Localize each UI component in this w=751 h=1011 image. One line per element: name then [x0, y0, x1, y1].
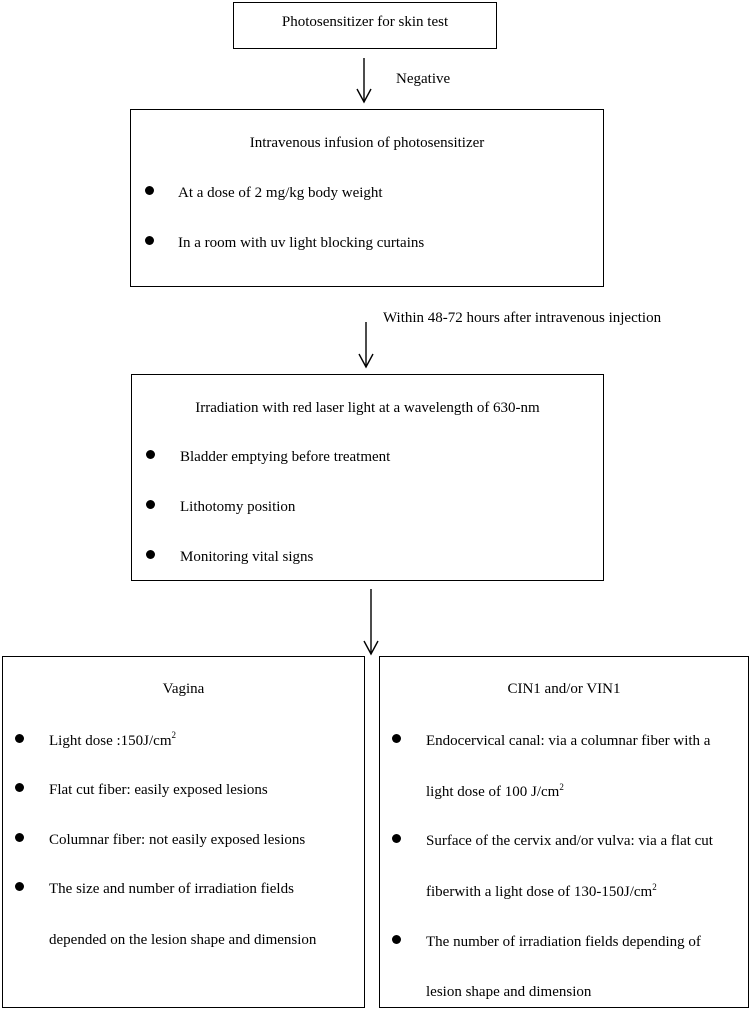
bullet-dot	[15, 783, 24, 792]
bullet-dot	[392, 734, 401, 743]
vagina-bullet-columnar-fiber: Columnar fiber: not easily exposed lesions	[15, 833, 305, 848]
cin-bullet-endocervical-cont: light dose of 100 $J/cm^2$	[426, 782, 564, 800]
irradiation-bullet-bladder: Bladder emptying before treatment	[146, 450, 390, 465]
irradiation-box	[131, 374, 604, 581]
negative-label: Negative	[396, 71, 451, 87]
infusion-bullet-dose: At a dose of 2 mg/kg body weight	[145, 186, 383, 201]
arrow-1	[357, 58, 371, 102]
cin-bullet-surface-cont: fiberwith a light dose of $130-150J/cm^2$	[426, 882, 657, 900]
cin-bullet-endocervical: Endocervical canal: via a columnar fiber with a	[392, 734, 710, 749]
timing-label: Within 48-72 hours after intravenous injection	[383, 310, 662, 326]
bullet-dot	[15, 833, 24, 842]
infusion-bullet-room: In a room with uv light blocking curtains	[145, 236, 424, 251]
irradiation-bullet-position: Lithotomy position	[146, 500, 295, 515]
cin-vin-title: CIN1 and/or VIN1	[507, 681, 621, 697]
bullet-dot	[146, 500, 155, 509]
vagina-bullet-dose: Light dose $:150J/cm^2$	[15, 734, 176, 749]
irradiation-bullet-vitals: Monitoring vital signs	[146, 550, 313, 565]
bullet-dot	[145, 236, 154, 245]
arrow-3	[364, 589, 378, 654]
bullet-dot	[146, 550, 155, 559]
cin-bullet-fields-cont: lesion shape and dimension	[426, 984, 592, 1000]
arrow-2	[359, 322, 373, 367]
bullet-dot	[392, 834, 401, 843]
vagina-box	[2, 656, 365, 1008]
bullet-dot	[15, 734, 24, 743]
infusion-box	[130, 109, 604, 287]
bullet-dot	[15, 882, 24, 891]
bullet-dot	[392, 935, 401, 944]
cin-bullet-fields: The number of irradiation fields depending of	[392, 935, 701, 950]
infusion-title: Intravenous infusion of photosensitizer	[249, 135, 485, 151]
skin-test-box	[233, 2, 497, 49]
cin-vin-box	[379, 656, 749, 1008]
vagina-bullet-fields: The size and number of irradiation fields	[15, 882, 294, 897]
irradiation-title: Irradiation with red laser light at a wavelength of 630-nm	[195, 400, 540, 416]
bullet-dot	[146, 450, 155, 459]
bullet-dot	[145, 186, 154, 195]
skin-test-title: Photosensitizer for skin test	[281, 14, 449, 30]
vagina-bullet-fields-cont: depended on the lesion shape and dimension	[49, 932, 317, 948]
vagina-title: Vagina	[162, 681, 205, 697]
cin-bullet-surface: Surface of the cervix and/or vulva: via a flat cut	[392, 834, 713, 849]
vagina-bullet-flat-fiber: Flat cut fiber: easily exposed lesions	[15, 783, 268, 798]
